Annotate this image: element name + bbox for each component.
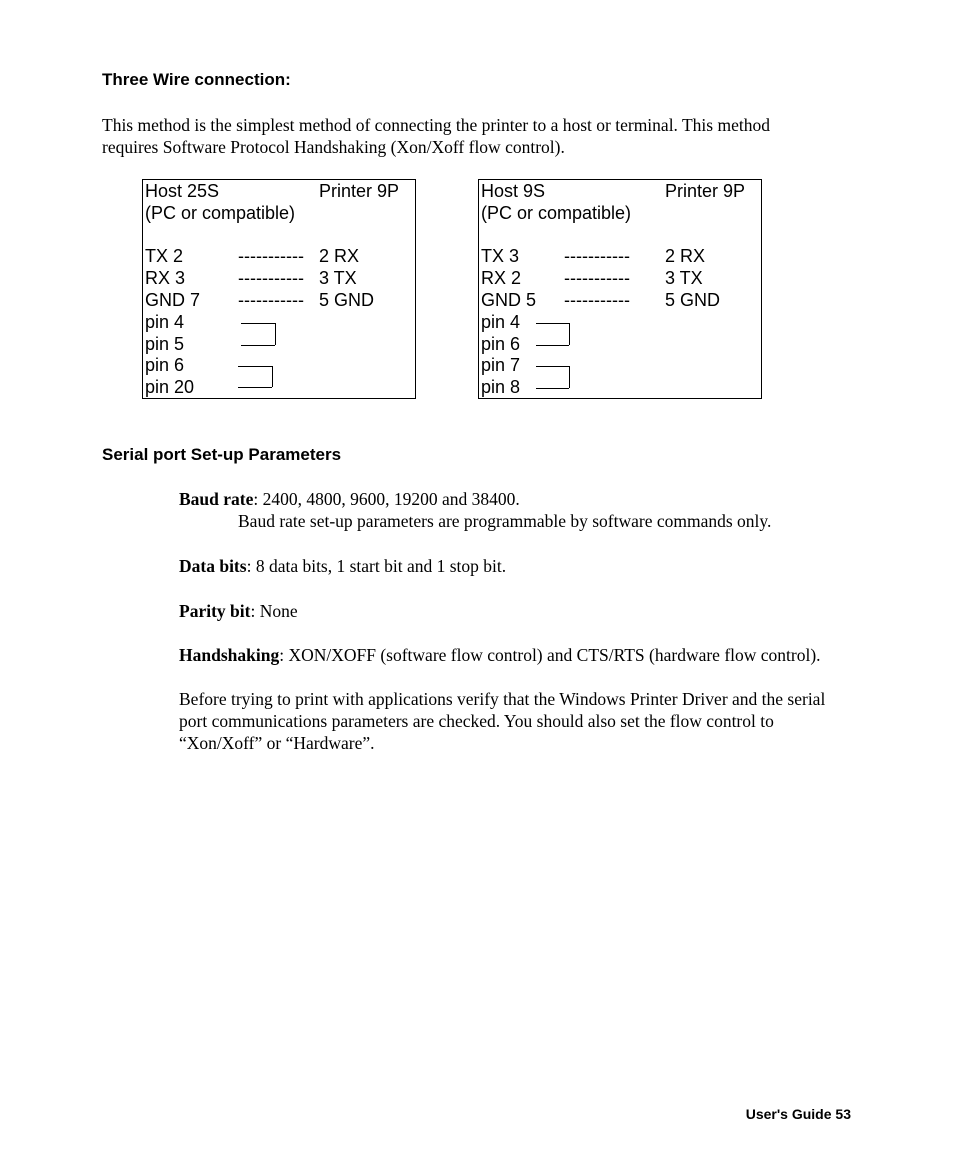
closing-line-3: “Xon/Xoff” or “Hardware”. [179, 733, 375, 753]
pin-row-dashes: ----------- [564, 290, 630, 310]
pin-row-host: GND 7 [145, 290, 201, 310]
pin-row-printer: 3 TX [665, 268, 703, 288]
handshaking-label: Handshaking [179, 645, 280, 665]
wiring-box-host-25s [142, 179, 416, 399]
parity-bit-value: : None [250, 601, 298, 621]
section-heading-three-wire: Three Wire connection: [102, 70, 291, 89]
pin-row-printer: 2 RX [665, 246, 706, 266]
pin-row-dashes: ----------- [238, 290, 304, 310]
box-subtitle: (PC or compatible) [481, 203, 632, 223]
loopback-wire [241, 345, 275, 346]
loopback-wire [569, 323, 570, 345]
loopback-wire [536, 323, 569, 324]
baud-rate-note: Baud rate set-up parameters are programmable by software commands only. [238, 511, 772, 531]
pin-row-printer: 5 GND [319, 290, 375, 310]
loopback-wire [536, 345, 569, 346]
intro-line-2: requires Software Protocol Handshaking (Xon/Xoff flow control). [102, 137, 565, 157]
pin-row-host: TX 2 [145, 246, 184, 266]
baud-rate-value: : 2400, 4800, 9600, 19200 and 38400. [253, 489, 520, 509]
baud-rate-line [179, 488, 520, 510]
pin-row-host: GND 5 [481, 290, 537, 310]
baud-rate-label: Baud rate [179, 489, 254, 509]
closing-paragraph [179, 688, 825, 754]
loopback-wire [241, 323, 275, 324]
pin-row-printer: 5 GND [665, 290, 721, 310]
pin-row-host: RX 2 [481, 268, 522, 288]
data-bits-label: Data bits [179, 556, 247, 576]
box-printer-label: Printer 9P [665, 181, 746, 201]
loopback-pin: pin 5 [145, 334, 185, 354]
intro-line-1: This method is the simplest method of connecting the printer to a host or terminal. This method [102, 115, 770, 135]
loopback-wire [536, 388, 569, 389]
box-host-label: Host 9S [481, 181, 546, 201]
data-bits-value: : 8 data bits, 1 start bit and 1 stop bit. [246, 556, 507, 576]
loopback-pin: pin 4 [481, 312, 521, 332]
box-subtitle: (PC or compatible) [145, 203, 296, 223]
loopback-wire [569, 366, 570, 388]
handshaking-line [179, 644, 821, 666]
pin-row-host: RX 3 [145, 268, 186, 288]
loopback-wire [275, 323, 276, 345]
closing-line-2: port communications parameters are checked. You should also set the flow control to [179, 711, 774, 731]
loopback-wire [238, 366, 272, 367]
loopback-pin: pin 6 [481, 334, 521, 354]
loopback-pin: pin 20 [145, 377, 195, 397]
page-footer: User's Guide 53 [745, 1106, 851, 1122]
loopback-pin: pin 4 [145, 312, 185, 332]
handshaking-value: : XON/XOFF (software flow control) and CTS/RTS (hardware flow control). [279, 645, 821, 665]
pin-row-printer: 2 RX [319, 246, 360, 266]
closing-line-1: Before trying to print with applications verify that the Windows Printer Driver and the serial [179, 689, 826, 709]
loopback-wire [238, 387, 272, 388]
pin-row-dashes: ----------- [238, 268, 304, 288]
pin-row-dashes: ----------- [564, 246, 630, 266]
wiring-box-host-9s [478, 179, 762, 399]
pin-row-dashes: ----------- [564, 268, 630, 288]
loopback-pin: pin 6 [145, 355, 185, 375]
loopback-wire [272, 366, 273, 387]
pin-row-printer: 3 TX [319, 268, 357, 288]
box-host-label: Host 25S [145, 181, 220, 201]
intro-paragraph [102, 114, 770, 158]
loopback-pin: pin 7 [481, 355, 521, 375]
parity-bit-line [179, 600, 298, 622]
pin-row-dashes: ----------- [238, 246, 304, 266]
box-printer-label: Printer 9P [319, 181, 400, 201]
loopback-pin: pin 8 [481, 377, 521, 397]
parity-bit-label: Parity bit [179, 601, 251, 621]
data-bits-line [179, 555, 506, 577]
loopback-wire [536, 366, 569, 367]
section-heading-serial-setup: Serial port Set-up Parameters [102, 445, 342, 464]
pin-row-host: TX 3 [481, 246, 520, 266]
